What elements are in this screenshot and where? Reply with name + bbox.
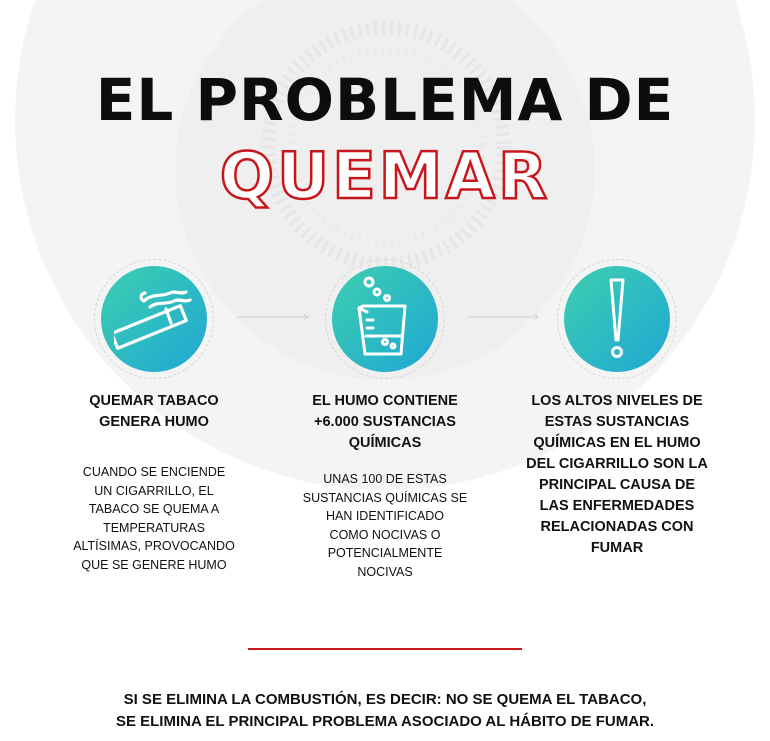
divider-line [248,648,522,650]
step-description-line: POTENCIALMENTE [327,546,443,560]
step-description [270,470,500,581]
step-description-line: HAN IDENTIFICADO [325,509,445,523]
step-description-line: UNAS 100 DE ESTAS [323,472,447,486]
title-line-2: QUEMAR [219,140,551,214]
step-heading [270,391,500,454]
footer-statement [0,689,770,733]
icon-circle-border [94,259,214,379]
step-description-line: CUANDO SE ENCIENDE [82,465,226,479]
step-description-line: TEMPERATURAS [103,520,205,535]
step-heading-line: QUÍMICAS EN EL HUMO [533,435,701,451]
cigarette-smoke-icon [114,279,194,359]
step-heading-line: QUEMAR TABACO [89,393,219,409]
step-description-line: UN CIGARRILLO, EL [94,483,214,498]
step-heading-line: PRINCIPAL CAUSA DE [538,477,696,493]
step-heading [502,391,732,559]
footer-line: SI SE ELIMINA LA COMBUSTIÓN, ES DECIR: NO SE QUEMA EL TABACO, [123,691,647,708]
icon-circle [101,266,207,372]
step-heading-line: +6.000 SUSTANCIAS [314,414,456,430]
step-heading-line: DEL CIGARRILLO SON LA [526,456,708,472]
step-health-consequences [502,259,732,559]
step-heading-line: GENERA HUMO [99,414,209,430]
exclamation-icon [597,274,637,364]
beaker-chemicals-icon [345,276,425,362]
step-heading-line: ESTAS SUSTANCIAS [544,414,690,430]
step-heading-line: EL HUMO CONTIENE [312,393,458,409]
step-description-line: COMO NOCIVAS O [329,527,441,542]
step-heading-line: RELACIONADAS CON [540,519,694,535]
footer-line: SE ELIMINA EL PRINCIPAL PROBLEMA ASOCIADO AL HÁBITO DE FUMAR. [115,713,655,730]
step-burning-tobacco [39,259,269,574]
step-heading-line: LAS ENFERMEDADES [539,498,695,514]
step-heading [39,391,269,433]
step-heading-line: LOS ALTOS NIVELES DE [531,393,703,409]
step-heading-line: FUMAR [590,540,644,556]
icon-circle-border [557,259,677,379]
icon-circle [564,266,670,372]
step-description [39,463,269,574]
step-description-line: QUE SE GENERE HUMO [81,557,227,572]
step-description-line: TABACO SE QUEMA A [88,502,220,516]
step-description-line: SUSTANCIAS QUÍMICAS SE [302,490,468,505]
icon-circle [332,266,438,372]
icon-circle-border [325,259,445,379]
step-smoke-chemicals [270,259,500,581]
step-heading-line: QUÍMICAS [348,435,422,451]
title-line-1: EL PROBLEMA DE [95,66,675,134]
step-description-line: NOCIVAS [357,564,413,579]
step-description-line: ALTÍSIMAS, PROVOCANDO [73,539,235,553]
